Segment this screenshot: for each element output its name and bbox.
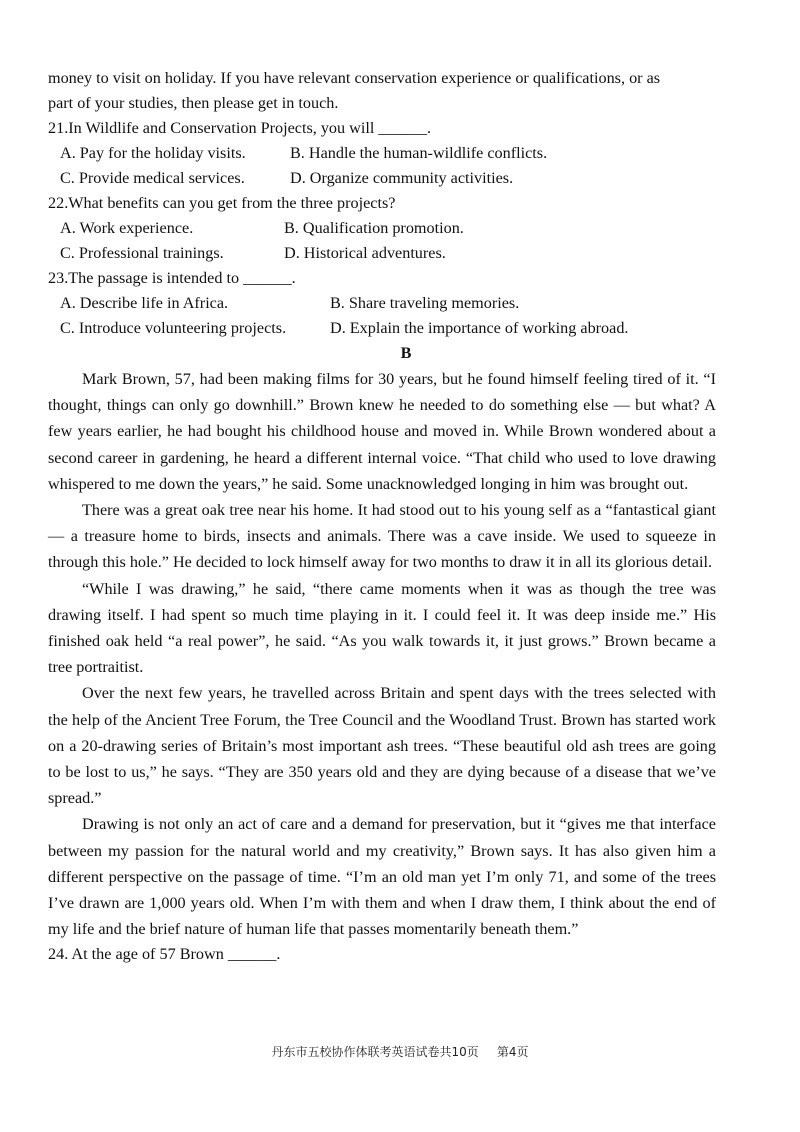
section-label: B [400, 344, 412, 362]
passage-paragraph: There was a great oak tree near his home. It had stood out to his young self as a “fantastical giant — a treasure home to birds, insects and animals. There was a cave inside. We used to squeeze in through this hole.” He decided to lock himself away for two months to draw it in all its glorious detail. [48, 501, 716, 572]
passage-paragraph: “While I was drawing,” he said, “there came moments when it was as though the tree was drawing itself. I had spent so much time playing in it. I could feel it. It was deep inside me.” His finished oak held “a real power”, he said. “As you walk towards it, it just grows.” Brown became a tree portraitist. [48, 579, 716, 677]
option-c: C. Professional trainings. [60, 244, 224, 262]
question-23-stem: 23.The passage is intended to ______. [48, 269, 296, 287]
question-22-options-row2 [48, 241, 716, 266]
option-d: D. Historical adventures. [284, 244, 446, 262]
question-21-options-row1 [48, 141, 716, 166]
question-23-options-row2 [48, 316, 716, 341]
option-b: B. Qualification promotion. [284, 219, 464, 237]
question-21-options-row2 [48, 166, 716, 191]
passage-paragraph: Over the next few years, he travelled across Britain and spent days with the trees selected with the help of the Ancient Tree Forum, the Tree Council and the Woodland Trust. Brown has started work on a 20-drawing series of Britain’s most important ash trees. “These beautiful old ash trees are going to be lost to us,” he says. “They are 350 years old and they are dying because of a disease that we’ve spread.” [48, 684, 716, 808]
option-a: A. Work experience. [60, 219, 194, 237]
intro-line: part of your studies, then please get in touch. [48, 94, 339, 112]
passage-paragraph: Mark Brown, 57, had been making films for 30 years, but he found himself feeling tired of it. “I thought, things can only go downhill.” Brown knew he needed to do something else — but what? A few years earlier, he had bought his childhood house and moved in. While Brown wondered about a second career in gardening, he heard a different internal voice. “That child who used to love drawing whispered to me down the years,” he said. Some unacknowledged longing in him was brought out. [48, 370, 716, 493]
option-c: C. Introduce volunteering projects. [60, 319, 287, 337]
option-c: C. Provide medical services. [60, 169, 245, 187]
question-21-stem: 21.In Wildlife and Conservation Projects, you will ______. [48, 119, 432, 137]
footer-title: 丹东市五校协作体联考英语试卷共10页 [271, 1045, 479, 1059]
intro-line: money to visit on holiday. If you have relevant conservation experience or qualifications, or as [48, 69, 661, 87]
passage-paragraph: Drawing is not only an act of care and a demand for preservation, but it “gives me that interface between my passion for the natural world and my creativity,” Brown says. It has also given him a different perspective on the passage of time. “I’m an old man yet I’m only 71, and some of the trees I’ve drawn are 1,000 years old. When I’m with them and when I draw them, I think about the end of my life and the brief nature of human life that passes momentarily beneath them.” [48, 815, 716, 939]
question-22-stem: 22.What benefits can you get from the three projects? [48, 194, 396, 212]
footer-page-number: 第4页 [496, 1045, 529, 1059]
option-a: A. Pay for the holiday visits. [60, 144, 246, 162]
option-b: B. Share traveling memories. [330, 294, 520, 312]
option-d: D. Organize community activities. [290, 169, 514, 187]
option-a: A. Describe life in Africa. [60, 294, 229, 312]
question-23-options-row1 [48, 291, 716, 316]
question-24-stem: 24. At the age of 57 Brown ______. [48, 945, 281, 964]
question-22-options-row1 [48, 216, 716, 241]
page-footer [0, 1043, 800, 1060]
option-b: B. Handle the human-wildlife conflicts. [290, 144, 548, 162]
exam-page [48, 66, 716, 967]
option-d: D. Explain the importance of working abroad. [330, 319, 629, 337]
